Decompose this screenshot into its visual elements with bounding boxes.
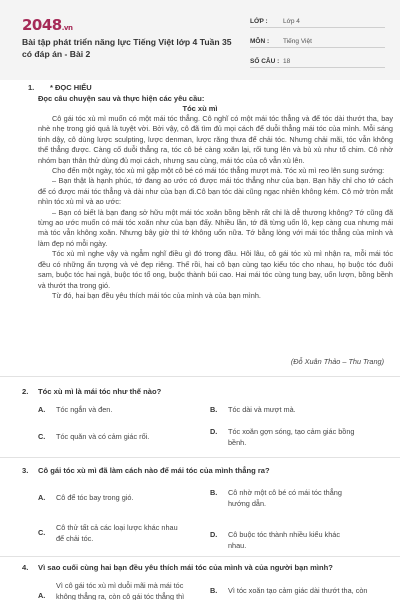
- passage-paragraph: – Bạn có biết là bạn đang sở hữu một mái tóc xoăn bồng bềnh rất chi là dễ thương không? Tớ cũng đã từng ao ước muốn có mái tóc xoăn như của bạn đấy. Nhiều lần, tớ đã từng uốn lô, kẹp càng cua nhưng mái mà tóc vẫn không xoăn. Nhưng bây giờ thì tớ không uốn nữa. Tớ bằng lòng với mái tóc thẳng của mình và làm đẹp nó mỗi ngày.: [38, 207, 393, 248]
- option-letter: A.: [38, 405, 46, 414]
- meta-row-count: [250, 54, 385, 68]
- passage-paragraph: Tóc xù mì nghe vậy và ngẫm nghĩ điều gì đó trong đầu. Hôi lâu, cô gái tóc xù mì nhận ra, mỗi mái tóc đều có những ấn tượng và vẻ đẹp riêng. Thế rồi, hai cô bạn cùng tạo kiểu tóc cho nhau, họ buộc tóc đuôi sam, buộc tóc hai ngả, buộc tóc tổ ong, buộc thành búi cao. Hai mái tóc cùng tung bay, uốn lượn, bồng bềnh và thướt tha trong gió.: [38, 249, 393, 290]
- question-2: [22, 387, 161, 396]
- story-author: (Đỗ Xuân Thảo – Thu Trang): [290, 357, 384, 366]
- meta-value: Lớp 4: [283, 18, 300, 25]
- option-letter: D.: [210, 530, 218, 539]
- question-text: Tóc xù mì là mái tóc như thế nào?: [38, 387, 162, 396]
- section-number: 1.: [28, 83, 35, 92]
- option-q2-d[interactable]: [210, 427, 358, 448]
- question-number: 3.: [22, 466, 29, 475]
- option-text: Cô thử tất cả các loại lược khác nhau để chải tóc.: [56, 523, 178, 543]
- divider: [0, 556, 400, 557]
- question-4: [22, 563, 333, 572]
- option-q3-c[interactable]: [38, 523, 186, 544]
- option-q3-d[interactable]: [210, 530, 358, 551]
- section-heading: [28, 83, 92, 92]
- option-letter: B.: [210, 586, 218, 595]
- reading-passage: [38, 114, 393, 301]
- option-letter: B.: [210, 405, 218, 414]
- meta-value: Tiếng Việt: [283, 38, 312, 45]
- option-q4-b[interactable]: [210, 586, 388, 597]
- option-letter: C.: [38, 528, 46, 537]
- passage-paragraph: Cho đến một ngày, tóc xù mì gặp một cô bé có mái tóc thẳng mượt mà. Tóc xù mì reo lên sung sướng:: [52, 166, 385, 176]
- section-heading-text: * ĐỌC HIỂU: [50, 83, 92, 92]
- meta-label: LỚP :: [250, 18, 268, 25]
- question-text: Vì sao cuối cùng hai bạn đều yêu thích mái tóc của mình và của người bạn mình?: [38, 563, 333, 572]
- option-letter: A.: [38, 493, 46, 502]
- meta-label: SỐ CÂU :: [250, 58, 280, 65]
- option-text: Cô buộc tóc thành nhiều kiểu khác nhau.: [228, 530, 340, 550]
- option-letter: B.: [210, 488, 218, 497]
- site-logo[interactable]: [22, 16, 72, 34]
- passage-paragraph: Cô gái tóc xù mì muốn có một mái tóc thẳng. Cô nghĩ có một mái tóc thẳng và để tóc dài thướt tha, bay nhè nhẹ trong gió quả là tuyệt vời. Bởi vậy, cô đã tìm đủ mọi cách để duỗi thẳng mái tóc của mình. Mỗi sáng tinh dậy, cô dùng lược sculpting, lược denman, lược răng thưa để chải tóc. Nhưng chải mãi, tóc vẫn không thể thẳng được. Càng cố duỗi thẳng ra, tóc cô bé càng xoăn lại, rối tung lên và bù xù như tổ chim. Cô nhờ nhóm bạn thân thử dùng đủ mọi cách, nhưng sau cùng, mái tóc của cô vẫn xù lên.: [38, 114, 393, 165]
- option-text: Tóc dài và mượt mà.: [228, 405, 296, 414]
- page-header: [0, 0, 400, 80]
- option-q4-a[interactable]: [38, 581, 196, 600]
- option-text: Cô nhờ một cô bé có mái tóc thẳng hướng dẫn.: [228, 488, 342, 508]
- option-letter: D.: [210, 427, 218, 436]
- option-letter: A.: [38, 591, 46, 600]
- option-q2-b[interactable]: [210, 405, 358, 416]
- meta-row-class: [250, 14, 385, 28]
- option-text: Vì tóc xoăn tạo cảm giác dài thướt tha, còn: [228, 586, 368, 595]
- question-text: Cô gái tóc xù mì đã làm cách nào để mái tóc của mình thẳng ra?: [38, 466, 270, 475]
- option-text: Cô để tóc bay trong gió.: [56, 493, 134, 502]
- document-meta: [250, 14, 385, 74]
- option-q2-c[interactable]: [38, 432, 186, 443]
- option-q3-a[interactable]: [38, 493, 186, 504]
- logo-main: 2048: [22, 16, 62, 34]
- option-text: Vì cô gái tóc xù mì duỗi mãi mà mái tóc không thẳng ra, còn cô gái tóc thẳng thì: [56, 581, 185, 600]
- meta-value: 18: [283, 58, 291, 65]
- divider: [0, 457, 400, 458]
- question-number: 4.: [22, 563, 29, 572]
- section-instruction: Đọc câu chuyện sau và thực hiện các yêu cầu:: [38, 94, 205, 103]
- option-text: Tóc ngắn và đen.: [56, 405, 113, 414]
- story-title: Tóc xù mì: [182, 104, 218, 113]
- passage-paragraph: Từ đó, hai bạn đều yêu thích mái tóc của mình và của bạn mình.: [52, 290, 261, 300]
- meta-label: MÔN :: [250, 38, 270, 45]
- meta-row-subject: [250, 34, 385, 48]
- logo-suffix: .vn: [61, 24, 73, 32]
- option-text: Tóc xoăn gợn sóng, tạo cảm giác bồng bềnh.: [228, 427, 355, 447]
- document-title: Bài tập phát triển năng lực Tiếng Việt lớp 4 Tuần 35 có đáp án - Bài 2: [22, 37, 232, 59]
- option-q3-b[interactable]: [210, 488, 358, 509]
- passage-paragraph: – Bạn thật là hạnh phúc, tớ đang ao ước có được mái tóc thẳng như của bạn. Bạn hãy chỉ cho tớ cách để có được mái tóc thẳng và dài như của bạn đi.Cô bạn tóc dài cũng ngạc nhiên không kém. Cô mở tròn mắt nhìn tóc xù mì và ao ước:: [38, 176, 393, 207]
- option-letter: C.: [38, 432, 46, 441]
- divider: [0, 376, 400, 377]
- question-3: [22, 466, 270, 475]
- question-number: 2.: [22, 387, 29, 396]
- option-q2-a[interactable]: [38, 405, 186, 416]
- option-text: Tóc quăn và có cảm giác rối.: [56, 432, 150, 441]
